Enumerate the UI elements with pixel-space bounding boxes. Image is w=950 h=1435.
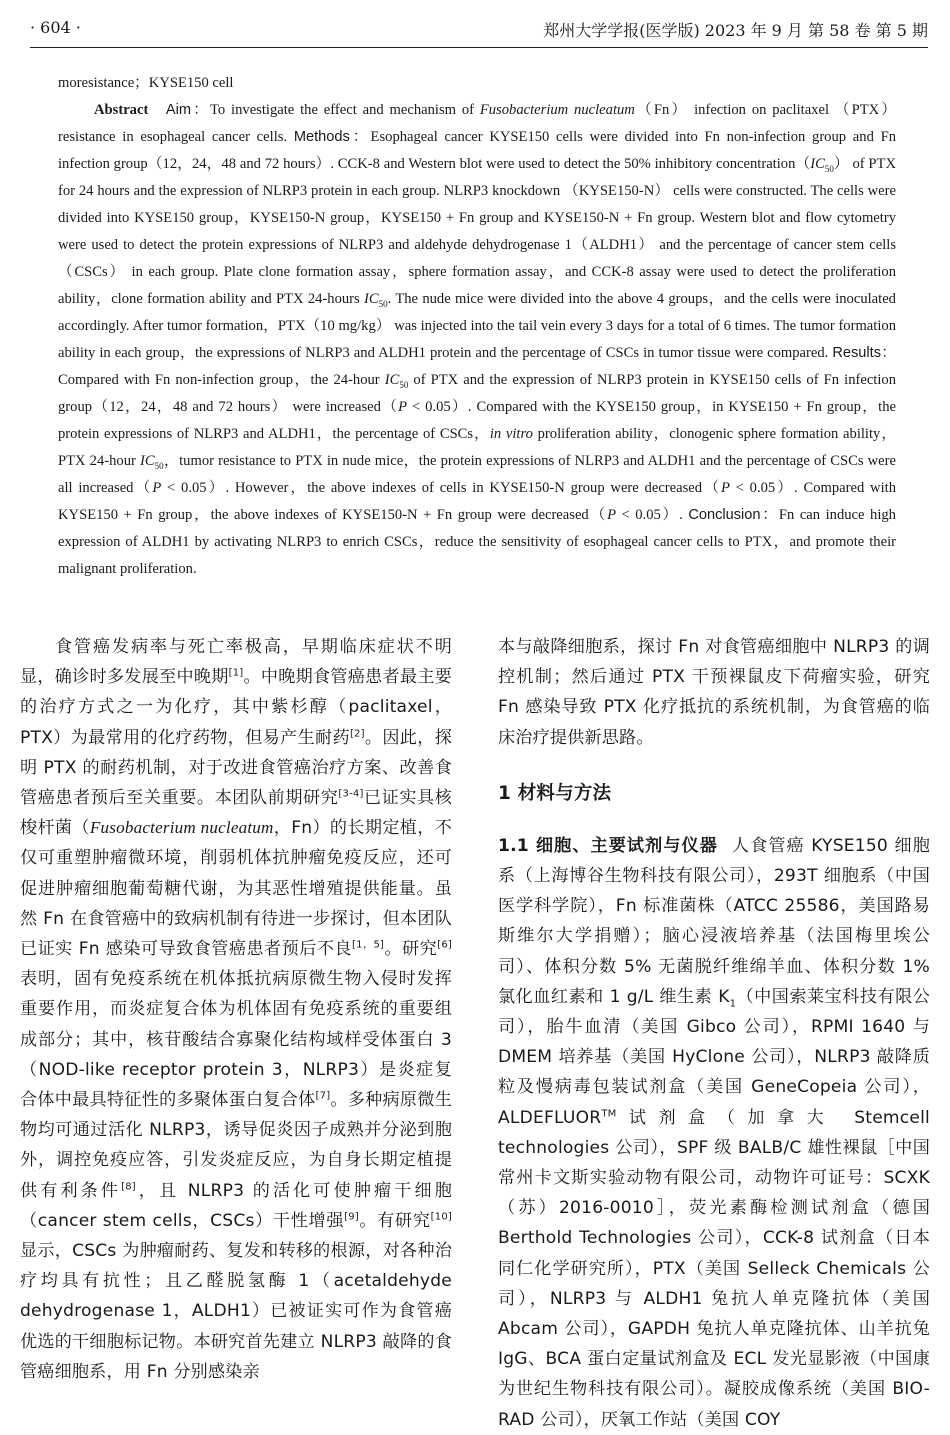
results-text: < 0.05）. Compared with the KYSE150 group，in KYSE150 + Fn group，the protein expressions of NLRP3 and ALDH1，the percentage of CSCs， [58,399,896,442]
methods-label: Methods： [293,129,371,145]
body-text: 。中晚期食管癌患者最主要的治疗方式之一为化疗，其中紫杉醇（paclitaxel，PTX）为最常用的化疗药物，但易产生耐药 [20,667,453,748]
body-text: 显示，CSCs 为肿瘤耐药、复发和转移的根源，对各种治疗均具有抗性；且乙醛脱氢酶 1（acetaldehyde dehydrogenase 1，ALDH1）已被证实可作为食管癌优选的干细胞标记物。本研究首先建立 NLRP3 敲降的食管癌细胞系，用 Fn 分别感染亲 [20,1241,452,1382]
citation: [3-4] [338,788,364,800]
in-vitro-term: in vitro [489,426,533,442]
body-text: 食管癌发病率与死亡率极高，早期临床症状不明显，确诊时多发展至中晚期 [20,637,452,688]
journal-info: 郑州大学学报(医学版) 2023 年 9 月 第 58 卷 第 5 期 [543,21,928,40]
ic-symbol: IC [384,372,400,388]
citation: [8] [121,1180,136,1192]
citation: [1] [228,667,244,679]
abstract-body [58,97,896,583]
aim-text: To investigate the effect and mechanism of [210,102,480,118]
p-symbol: P [152,480,162,496]
abstract-label: Abstract [94,102,149,118]
body-text: 表明，固有免疫系统在机体抵抗病原微生物入侵时发挥重要作用，而炎症复合体为机体固有免疫系统的重要组成部分；其中，核苷酸结合寡聚化结构域样受体蛋白 3（NOD-like receptor protein 3，NLRP3）是炎症复合体中最具特征性的多聚体蛋白复合体 [20,969,452,1111]
results-text: Compared with Fn non-infection group，the 24-hour [58,372,385,388]
trademark: TM [601,1107,617,1119]
citation: [1，5] [352,939,385,951]
conclusion-text: Fn can induce high expression of ALDH1 by activating NLRP3 to enrich CSCs，reduce the sensitivity of esophageal cancer cells to PTX，and promote their malignant proliferation. [58,507,896,577]
citation: [6] [437,939,453,951]
body-text: 。有研究 [358,1210,431,1231]
body-text: （中国索莱宝科技有限公司），胎牛血清（美国 Gibco 公司），RPMI 1640 与 DMEM 培养基（美国 HyClone 公司），NLRP3 敲降质粒及慢病毒包装试剂盒（美国 GeneCopeia 公司），ALDEFLUOR [498,986,930,1128]
ic-subscript: 50 [378,298,388,309]
citation: [10] [430,1211,452,1223]
intro-paragraph-end: 本与敲降细胞系，探讨 Fn 对食管癌细胞中 NLRP3 的调控机制；然后通过 PTX 干预裸鼠皮下荷瘤实验，研究 Fn 感染导致 PTX 化疗抵抗的系统机制，为食管癌的临床治疗提供新思路。 [498,637,930,748]
species-name: Fusobacterium nucleatum [479,102,635,118]
ic-subscript: 50 [824,163,834,174]
body-text: 。因此，探明 PTX 的耐药机制，对于改进食管癌治疗方案、改善食管癌患者预后至关重要。本团队前期研究 [20,727,452,809]
citation: [7] [315,1090,331,1102]
ic-subscript: 50 [154,460,164,471]
aim-label: Aim： [165,102,211,118]
english-abstract [58,70,896,583]
body-text: 。多种病原微生物均可通过活化 NLRP3，诱导促炎因子成熟并分泌到胞外，调控免疫应答，引发炎症反应，为自身长期定植提供有利条件 [20,1090,452,1201]
body-text: ，且 NLRP3 的活化可使肿瘤干细胞（cancer stem cells，CSCs）干性增强 [20,1180,453,1231]
section-heading: 1 材料与方法 [498,782,612,804]
body-column-right [498,632,930,1435]
body-text: 试剂盒（加拿大 Stemcell technologies 公司），SPF 级 BALB/C 雄性裸鼠［中国常州卡文斯实验动物有限公司，动物许可证号：SCXK（苏）2016-0010］，荧光素酶检测试剂盒（德国 Berthold Technologies 公司），CCK-8 试剂盒（日本同仁化学研究所），PTX（美国 Selleck Chemicals 公司），NLRP3 与 ALDH1 兔抗人单克隆抗体（美国 Abcam 公司），GAPDH 兔抗人单克隆抗体、山羊抗兔 IgG、BCA 蛋白定量试剂盒及 ECL 发光显影液（中国康为世纪生物科技有限公司）。凝胶成像系统（美国 BIO-RAD 公司），厌氧工作站（美国 COY [498,1107,930,1430]
p-symbol: P [720,480,730,496]
results-text: of PTX and the expression of NLRP3 protein in KYSE150 cells of Fn infection group（12，24，48 and 72 hours） were increased（ [58,372,897,415]
body-text: ，Fn）的长期定植，不仅可重塑肿瘤微环境，削弱机体抗肿瘤免疫反应，还可促进肿瘤细胞葡萄糖代谢，为其恶性增殖提供能量。虽然 Fn 在食管癌中的致病机制有待进一步探讨，但本团队已证实 Fn 感染可导致食管癌患者预后不良 [20,818,452,960]
results-text: < 0.05）. However，the above indexes of cells in KYSE150-N group were decreased（ [161,480,721,496]
subsection-number: 1.1 [498,835,536,856]
ic-symbol: IC [140,453,155,469]
methods-text: Esophageal cancer KYSE150 cells were divided into Fn non-infection group and Fn infection group（12，24，48 and 72 hours）. CCK-8 and Western blot were used to detect the 50% inhibitory concentration（ [58,129,897,172]
body-text: 。研究 [384,939,438,960]
species-name: Fusobacterium nucleatum [89,818,274,838]
subsection-paragraph [498,831,930,1435]
body-text: 已证实具核梭杆菌（ [20,788,452,839]
results-text: < 0.05）. [615,507,689,523]
methods-text-end: . The nude mice were divided into the above 4 groups，and the cells were inoculated accordingly. After tumor formation，PTX（10 mg/kg） was injected into the tail vein every 3 days for a total of 6 times. The tumor formation ability in each group，the expressions of NLRP3 and ALDH1 protein and the percentage of CSCs in tumor tissue were compared. [58,291,896,361]
aim-text-cont: （Fn） infection on paclitaxel （PTX） resistance in esophageal cancer cells. [58,102,897,145]
results-label: Results： [832,345,896,361]
header-rule [30,47,928,48]
vitamin-subscript: 1 [729,998,737,1010]
citation: [2] [349,727,365,739]
results-text: ，tumor resistance to PTX in nude mice，the protein expressions of NLRP3 and ALDH1 and the percentage of CSCs were all increased（ [58,453,896,496]
ic-symbol: IC [810,156,825,172]
keywords-tail: moresistance；KYSE150 cell [58,75,234,91]
citation: [9] [344,1211,359,1223]
page-number: · 604 · [30,18,81,37]
conclusion-label: Conclusion： [688,507,779,523]
subsection-title: 细胞、主要试剂与仪器 [535,835,718,856]
p-symbol: P [398,399,408,415]
ic-subscript: 50 [399,379,409,390]
methods-text-cont: ） of PTX for 24 hours and the expression of NLRP3 protein in each group. NLRP3 knockdown （KYSE150-N） cells were constructed. The cells were divided into KYSE150 group，KYSE150-N group，KYSE150 + Fn group and KYSE150-N + Fn group. Western blot and flow cytometry were used to detect the protein expressions of NLRP3 and aldehyde dehydrogenase 1（ALDH1） and the percentage of cancer stem cells（CSCs） in each group. Plate clone formation assay，sphere formation assay，and CCK-8 assay were used to detect the proliferation ability，clone formation ability and PTX 24-hours [58,156,896,307]
ic-symbol: IC [364,291,379,307]
results-text: proliferation ability，clonogenic sphere formation ability，PTX 24-hour [58,426,896,469]
body-column-left [20,632,452,1387]
p-symbol: P [607,507,616,523]
intro-paragraph [20,632,452,1387]
results-text: < 0.05）. Compared with KYSE150 + Fn group，the above indexes of KYSE150-N + Fn group were decreased（ [58,480,896,523]
body-text: 人食管癌 KYSE150 细胞系（上海博谷生物科技有限公司），293T 细胞系（中国医学科学院），Fn 标准菌株（ATCC 25586，美国路易斯维尔大学捐赠）；脑心浸液培养基（法国梅里埃公司）、体积分数 5% 无菌脱纤维绵羊血、体积分数 1% 氯化血红素和 1 g/L 维生素 K [498,835,930,1007]
page-header [30,14,928,44]
